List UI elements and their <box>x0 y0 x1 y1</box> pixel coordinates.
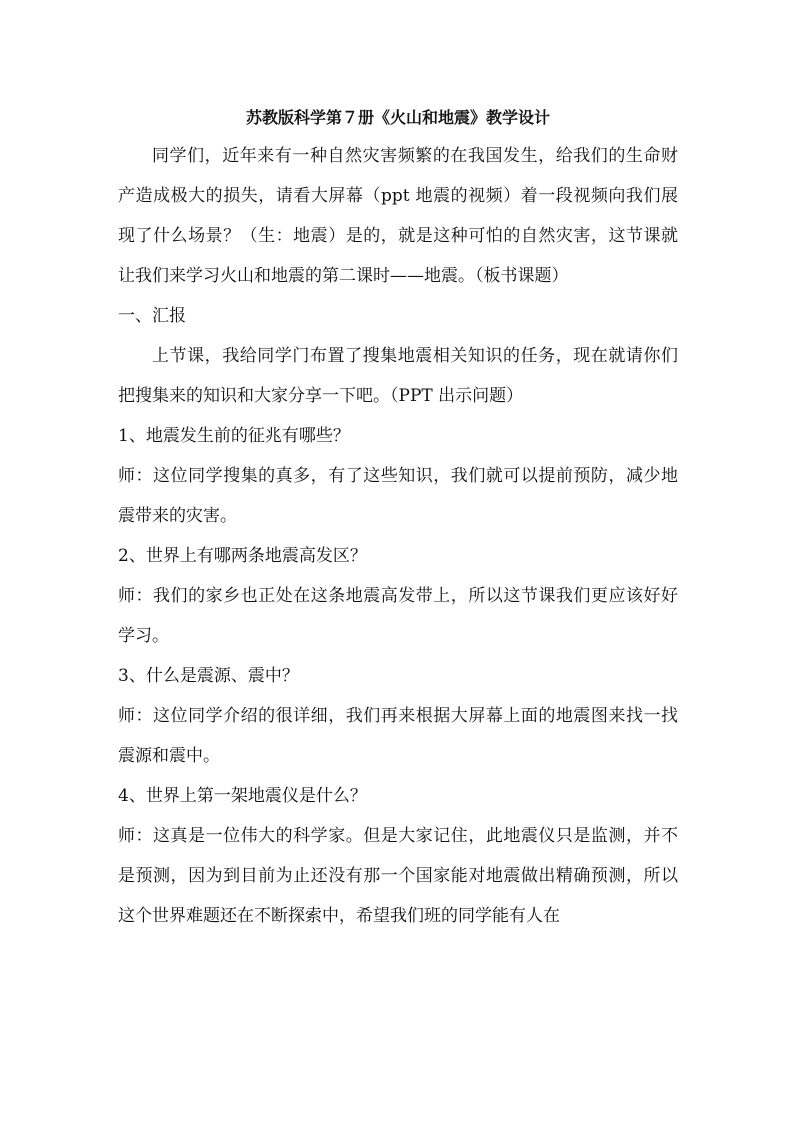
teacher-remark-2: 师：我们的家乡也正处在这条地震高发带上，所以这节课我们更应该好好学习。 <box>118 586 678 646</box>
teacher-remark-4: 师：这真是一位伟大的科学家。但是大家记住，此地震仪只是监测，并不是预测，因为到目前为止还没有那一个国家能对地震做出精确预测，所以这个世界难题还在不断探索中，希望我们班的同学能有人在 <box>118 826 678 926</box>
teacher-remark-1: 师：这位同学搜集的真多，有了这些知识，我们就可以提前预防，减少地震带来的灾害。 <box>118 466 678 526</box>
teacher-remark-3: 师：这位同学介绍的很详细，我们再来根据大屏幕上面的地震图来找一找震源和震中。 <box>118 706 678 766</box>
intro-paragraph: 同学们，近年来有一种自然灾害频繁的在我国发生，给我们的生命财产造成极大的损失，请看大屏幕（ppt 地震的视频）着一段视频向我们展现了什么场景？（生：地震）是的，就是这种可怕的自然灾害，这节课就让我们来学习火山和地震的第二课时——地震。（板书课题） <box>118 146 678 286</box>
document-title: 苏教版科学第７册《火山和地震》教学设计 <box>245 108 550 127</box>
question-2: 2、世界上有哪两条地震高发区？ <box>118 546 367 566</box>
report-intro-paragraph: 上节课，我给同学门布置了搜集地震相关知识的任务，现在就请你们把搜集来的知识和大家分享一下吧。（PPT 出示问题） <box>118 346 678 406</box>
question-1: 1、地震发生前的征兆有哪些？ <box>118 426 350 446</box>
question-4: 4、世界上第一架地震仪是什么？ <box>118 786 367 806</box>
section-heading-report: 一、汇报 <box>118 306 186 326</box>
document-body <box>118 100 678 936</box>
question-3: 3、什么是震源、震中？ <box>118 666 299 686</box>
